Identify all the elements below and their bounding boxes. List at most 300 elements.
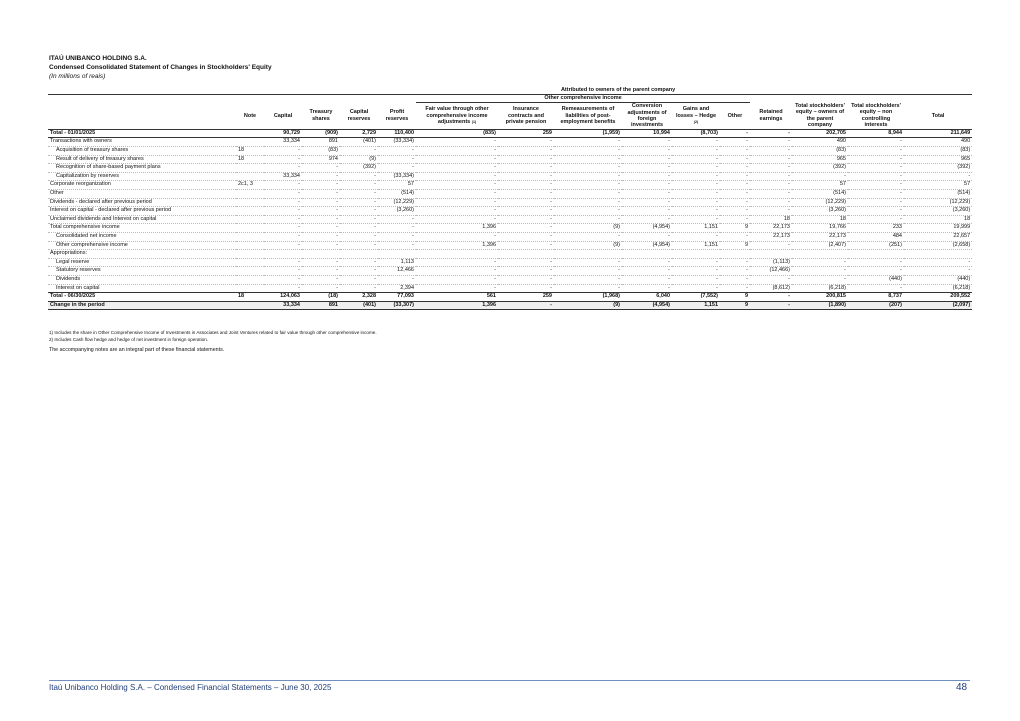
row-value: - [302, 232, 340, 241]
row-value: (2,407) [792, 241, 848, 250]
row-value: - [554, 267, 622, 276]
row-value: - [302, 258, 340, 267]
col-capital: Capital [273, 112, 293, 119]
row-value [498, 250, 554, 259]
row-value: - [904, 267, 972, 276]
col-retained-earnings: Retained earnings [759, 109, 783, 122]
col-conversion: Conversion adjustments of foreign investments [627, 103, 667, 129]
row-value: - [554, 207, 622, 216]
row-value: - [416, 172, 498, 181]
row-value: - [848, 138, 904, 147]
row-value: - [554, 138, 622, 147]
row-value: (83) [904, 147, 972, 156]
row-value: (9) [554, 241, 622, 250]
row-value: - [554, 284, 622, 293]
row-value: - [264, 207, 302, 216]
row-value: (514) [904, 189, 972, 198]
oci-group-header: Other comprehensive income [416, 94, 750, 103]
table-row [48, 224, 972, 233]
row-value: - [554, 189, 622, 198]
row-value [264, 250, 302, 259]
row-value: 10,994 [622, 129, 672, 138]
row-value: - [264, 147, 302, 156]
row-value: (440) [848, 275, 904, 284]
table-row [48, 250, 972, 259]
row-value [622, 250, 672, 259]
row-note [236, 215, 264, 224]
row-value: (2,658) [904, 241, 972, 250]
row-value: (514) [378, 189, 416, 198]
row-value: - [554, 258, 622, 267]
row-value: - [302, 224, 340, 233]
col-treasury-shares: Treasury shares [309, 109, 333, 122]
row-value: - [554, 181, 622, 190]
row-value: - [554, 198, 622, 207]
row-value: - [672, 189, 720, 198]
row-value: (8,703) [672, 129, 720, 138]
row-value: - [672, 267, 720, 276]
row-label: Other [48, 189, 236, 198]
row-value: 211,649 [904, 129, 972, 138]
footnote-ref-2: (2) [693, 120, 699, 125]
row-value: - [302, 198, 340, 207]
row-value: (33,334) [378, 172, 416, 181]
row-value: - [622, 215, 672, 224]
table-row [48, 207, 972, 216]
row-value: - [378, 232, 416, 241]
col-insurance: Insurance contracts and private pension [505, 106, 547, 126]
row-value: - [378, 215, 416, 224]
row-value: - [720, 189, 750, 198]
row-value: - [498, 172, 554, 181]
table-row [48, 138, 972, 147]
row-value: 1,396 [416, 301, 498, 310]
row-note [236, 164, 264, 173]
row-value: 490 [904, 138, 972, 147]
table-row [48, 258, 972, 267]
row-value: - [672, 284, 720, 293]
row-value: 9 [720, 224, 750, 233]
row-value: - [622, 198, 672, 207]
row-value [904, 250, 972, 259]
footnote-ref-1: (1) [471, 120, 477, 125]
col-total-nci: Total stockholders' equity – non controlling interests [851, 102, 901, 129]
row-value: (12,466) [750, 267, 792, 276]
col-total-parent: Total stockholders' equity – owners of the parent company [795, 102, 845, 129]
row-value: - [340, 224, 378, 233]
row-value: 9 [720, 241, 750, 250]
row-value: (9) [554, 301, 622, 310]
row-value [672, 250, 720, 259]
row-value [378, 250, 416, 259]
row-value: 33,334 [264, 138, 302, 147]
row-value: 233 [848, 224, 904, 233]
row-value: 22,173 [792, 232, 848, 241]
row-value: - [340, 215, 378, 224]
row-value: - [750, 189, 792, 198]
row-value: - [720, 138, 750, 147]
page-number: 48 [956, 682, 968, 693]
row-value: - [672, 164, 720, 173]
row-label: Interest on capital - declared after previous period [48, 207, 236, 216]
row-value: (392) [340, 164, 378, 173]
row-value: - [792, 172, 848, 181]
row-value: - [792, 275, 848, 284]
row-value: - [498, 198, 554, 207]
row-label: Unclaimed dividends and Interest on capital [48, 215, 236, 224]
row-value: - [792, 267, 848, 276]
row-value: (8,612) [750, 284, 792, 293]
row-value: 57 [378, 181, 416, 190]
row-value: - [750, 207, 792, 216]
table-row [48, 129, 972, 138]
row-value: - [340, 258, 378, 267]
row-value: - [302, 275, 340, 284]
row-value: 9 [720, 293, 750, 302]
table-row [48, 232, 972, 241]
row-value: - [340, 181, 378, 190]
row-value: (83) [302, 147, 340, 156]
row-value: - [848, 258, 904, 267]
row-value: (9) [340, 155, 378, 164]
table-row [48, 155, 972, 164]
row-value: - [498, 181, 554, 190]
col-other: Other [727, 112, 743, 119]
row-value: (909) [302, 129, 340, 138]
accompanying-notes: The accompanying notes are an integral part of these financial statements. [49, 347, 225, 353]
row-value: - [554, 155, 622, 164]
row-value: 1,151 [672, 224, 720, 233]
row-value: - [750, 147, 792, 156]
row-value: - [302, 172, 340, 181]
row-value: - [848, 215, 904, 224]
row-value: 259 [498, 293, 554, 302]
footer-rule [49, 680, 970, 681]
row-value [720, 250, 750, 259]
row-value: 965 [904, 155, 972, 164]
row-value: (6,218) [904, 284, 972, 293]
row-label: Total - 01/01/2025 [48, 129, 236, 138]
row-value: - [720, 172, 750, 181]
row-value: - [378, 164, 416, 173]
row-value: - [264, 224, 302, 233]
row-value: - [622, 275, 672, 284]
row-value: 12,466 [378, 267, 416, 276]
row-value: - [554, 147, 622, 156]
table-row [48, 189, 972, 198]
row-value: - [416, 275, 498, 284]
row-value: - [622, 147, 672, 156]
row-value [792, 250, 848, 259]
row-value: - [302, 189, 340, 198]
row-value: 891 [302, 301, 340, 310]
row-note [236, 189, 264, 198]
row-note [236, 232, 264, 241]
row-note [236, 172, 264, 181]
row-value: - [848, 155, 904, 164]
units-note: (In millions of reais) [49, 73, 106, 80]
row-value: - [498, 138, 554, 147]
row-value: - [378, 241, 416, 250]
row-value: 8,737 [848, 293, 904, 302]
row-value: - [554, 164, 622, 173]
row-value: 484 [848, 232, 904, 241]
row-value: - [378, 275, 416, 284]
row-value: 2,328 [340, 293, 378, 302]
row-value: (401) [340, 138, 378, 147]
row-value: - [720, 267, 750, 276]
row-value: - [622, 181, 672, 190]
row-value: 8,944 [848, 129, 904, 138]
row-value: (9) [554, 224, 622, 233]
row-value: - [416, 164, 498, 173]
table-row [48, 215, 972, 224]
row-value: - [264, 241, 302, 250]
row-label: Change in the period [48, 301, 236, 310]
row-value: 1,396 [416, 224, 498, 233]
row-value: (83) [792, 147, 848, 156]
row-value: - [622, 258, 672, 267]
col-total: Total [931, 112, 945, 119]
row-value: 200,815 [792, 293, 848, 302]
row-value: - [750, 172, 792, 181]
col-gains-label: Gains and losses – Hedge [675, 106, 717, 119]
row-value: - [416, 189, 498, 198]
row-value: 57 [904, 181, 972, 190]
row-note [236, 129, 264, 138]
row-value: 22,657 [904, 232, 972, 241]
row-note [236, 284, 264, 293]
row-value: 18 [904, 215, 972, 224]
row-value: - [498, 301, 554, 310]
row-value: - [720, 155, 750, 164]
row-value: - [340, 232, 378, 241]
row-label: Transactions with owners [48, 138, 236, 147]
table-row [48, 181, 972, 190]
row-value: - [750, 293, 792, 302]
row-value: - [720, 164, 750, 173]
row-value: - [302, 215, 340, 224]
table-row [48, 275, 972, 284]
row-value: (18) [302, 293, 340, 302]
col-remeasurements: Remeasurements of liabilities of post-employment benefits [560, 106, 616, 126]
row-value: (3,260) [378, 207, 416, 216]
row-value: - [302, 164, 340, 173]
row-value: - [416, 147, 498, 156]
row-value: (4,954) [622, 224, 672, 233]
row-value: - [554, 275, 622, 284]
table-row [48, 267, 972, 276]
row-note [236, 207, 264, 216]
row-value: (1,959) [554, 129, 622, 138]
footnote-1: 1) Includes the share in Other Comprehensive Income of Investments in Associates and Joint Ventures related to fair value through other comprehensive income. [49, 330, 377, 335]
row-value: - [416, 215, 498, 224]
row-value: - [498, 258, 554, 267]
row-value: - [498, 155, 554, 164]
row-value: - [720, 147, 750, 156]
row-value: (4,954) [622, 241, 672, 250]
row-value: - [672, 258, 720, 267]
footer-text: Itaú Unibanco Holding S.A. – Condensed Financial Statements – June 30, 2025 [49, 683, 332, 692]
row-value: (7,552) [672, 293, 720, 302]
row-value: - [264, 181, 302, 190]
statement-header [49, 54, 272, 81]
row-value: - [720, 215, 750, 224]
row-value: 891 [302, 138, 340, 147]
row-value: - [498, 224, 554, 233]
row-value: 33,334 [264, 301, 302, 310]
row-note: 2c1, 3 [236, 181, 264, 190]
row-value: - [848, 267, 904, 276]
row-value: - [848, 207, 904, 216]
row-label: Appropriations: [48, 250, 236, 259]
row-value: - [416, 267, 498, 276]
table-row [48, 301, 972, 310]
row-value: - [672, 147, 720, 156]
row-value: - [416, 284, 498, 293]
row-value: - [264, 284, 302, 293]
row-label: Interest on capital [48, 284, 236, 293]
row-value: - [750, 301, 792, 310]
row-value: 209,552 [904, 293, 972, 302]
row-value: - [416, 155, 498, 164]
row-value: 57 [792, 181, 848, 190]
row-value: - [264, 258, 302, 267]
row-label: Legal reserve [48, 258, 236, 267]
col-fair-value [416, 103, 498, 130]
row-value: - [340, 275, 378, 284]
row-value: 22,173 [750, 224, 792, 233]
table-row [48, 198, 972, 207]
row-value: - [848, 172, 904, 181]
row-value: - [720, 198, 750, 207]
row-value: - [264, 155, 302, 164]
row-label: Dividends [48, 275, 236, 284]
row-value: 19,766 [792, 224, 848, 233]
row-value: - [848, 284, 904, 293]
row-label: Consolidated net income [48, 232, 236, 241]
row-value: (33,307) [378, 301, 416, 310]
row-value: - [750, 181, 792, 190]
row-value: - [750, 164, 792, 173]
row-value: - [720, 284, 750, 293]
row-value: 1,113 [378, 258, 416, 267]
row-label: Dividends - declared after previous period [48, 198, 236, 207]
row-value: - [498, 215, 554, 224]
row-value: 1,151 [672, 301, 720, 310]
row-value: - [792, 258, 848, 267]
row-value: - [672, 138, 720, 147]
parent-group-header: Attributed to owners of the parent company [264, 86, 972, 94]
row-value [750, 250, 792, 259]
row-note [236, 267, 264, 276]
row-value: - [554, 172, 622, 181]
table-row [48, 284, 972, 293]
table-row [48, 164, 972, 173]
row-value: 33,334 [264, 172, 302, 181]
row-value: 1,151 [672, 241, 720, 250]
row-value: - [720, 207, 750, 216]
row-value: 1,396 [416, 241, 498, 250]
row-note [236, 250, 264, 259]
row-label: Recognition of share-based payment plans [48, 164, 236, 173]
row-value: (514) [792, 189, 848, 198]
row-value [848, 250, 904, 259]
row-value: - [622, 267, 672, 276]
row-value: 259 [498, 129, 554, 138]
row-value: (12,229) [792, 198, 848, 207]
row-value: - [416, 232, 498, 241]
row-value: (1,113) [750, 258, 792, 267]
row-value: - [848, 198, 904, 207]
row-value: - [264, 215, 302, 224]
row-value: - [340, 198, 378, 207]
table-row [48, 172, 972, 181]
row-value: 2,729 [340, 129, 378, 138]
row-value: 202,705 [792, 129, 848, 138]
row-label: Other comprehensive income [48, 241, 236, 250]
statement-rows [48, 129, 972, 309]
row-label: Total comprehensive income [48, 224, 236, 233]
row-value: 90,729 [264, 129, 302, 138]
row-note [236, 224, 264, 233]
row-value: - [672, 155, 720, 164]
row-value: (207) [848, 301, 904, 310]
row-label: Capitalization by reserves [48, 172, 236, 181]
row-value: 561 [416, 293, 498, 302]
row-value: - [672, 181, 720, 190]
row-value: 490 [792, 138, 848, 147]
row-value: (33,334) [378, 138, 416, 147]
row-value: (440) [904, 275, 972, 284]
row-value: - [264, 198, 302, 207]
row-value: 22,173 [750, 232, 792, 241]
row-value: (392) [904, 164, 972, 173]
row-value: - [848, 147, 904, 156]
row-value: - [720, 232, 750, 241]
row-value: (2,097) [904, 301, 972, 310]
row-value: - [622, 232, 672, 241]
row-note: 18 [236, 147, 264, 156]
row-note [236, 138, 264, 147]
col-gains-losses-hedge [672, 103, 720, 130]
table-row [48, 147, 972, 156]
row-value: - [622, 138, 672, 147]
row-value: - [622, 164, 672, 173]
row-label: Corporate reorganization [48, 181, 236, 190]
row-value: - [498, 147, 554, 156]
row-value: - [622, 155, 672, 164]
row-value: - [340, 267, 378, 276]
row-value: - [672, 207, 720, 216]
row-value [302, 250, 340, 259]
table-row [48, 293, 972, 302]
row-value: - [264, 189, 302, 198]
row-value: - [264, 164, 302, 173]
row-value: - [672, 215, 720, 224]
row-value: - [622, 172, 672, 181]
row-value: - [378, 224, 416, 233]
row-value: - [416, 207, 498, 216]
row-value: 9 [720, 301, 750, 310]
row-value: - [750, 241, 792, 250]
row-label: Statutory reserves [48, 267, 236, 276]
row-value: - [848, 189, 904, 198]
row-value: 974 [302, 155, 340, 164]
col-capital-reserves: Capital reserves [347, 109, 371, 122]
row-value: - [340, 147, 378, 156]
row-label: Result of delivery of treasury shares [48, 155, 236, 164]
